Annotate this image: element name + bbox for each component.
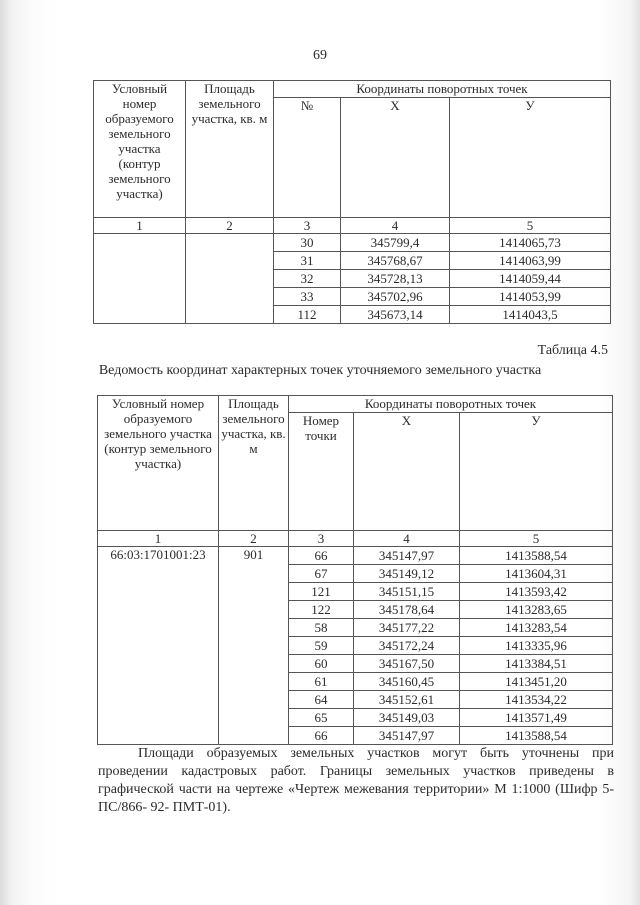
table-header-row: [94, 81, 611, 98]
header-point: Номер точки: [289, 413, 354, 531]
point-cell: 66: [289, 727, 354, 745]
y-cell: 1413534,22: [460, 691, 613, 709]
x-cell: 345799,4: [341, 234, 450, 252]
y-cell: 1413384,51: [460, 655, 613, 673]
x-cell: 345147,97: [354, 547, 460, 565]
page-number: 69: [313, 48, 327, 63]
x-cell: 345768,67: [341, 252, 450, 270]
x-cell: 345151,15: [354, 583, 460, 601]
point-cell: 32: [274, 270, 341, 288]
parcel-cell: 66:03:1701001:23: [98, 547, 219, 745]
header-coordinates: Координаты поворотных точек: [289, 396, 613, 413]
table-row: [94, 234, 611, 252]
y-cell: 1414063,99: [450, 252, 611, 270]
column-number: 4: [341, 218, 450, 234]
point-cell: 33: [274, 288, 341, 306]
header-area: Площадь земельного участка, кв. м: [186, 81, 274, 218]
x-cell: 345167,50: [354, 655, 460, 673]
y-cell: 1414043,5: [450, 306, 611, 324]
x-cell: 345152,61: [354, 691, 460, 709]
header-coordinates: Координаты поворотных точек: [274, 81, 611, 98]
y-cell: 1413283,54: [460, 619, 613, 637]
paragraph-text: Площади образуемых земельных участков могут быть уточнены при проведении кадастровых работ. Границы земельных участков приведены в графической части на чертеже «Чертеж межевания территории» М 1:1000 (Шифр 5- ПС/866- 92- ПМТ-01).: [98, 746, 614, 815]
y-cell: 1413571,49: [460, 709, 613, 727]
header-y: У: [450, 98, 611, 218]
point-cell: 66: [289, 547, 354, 565]
point-cell: 61: [289, 673, 354, 691]
x-cell: 345172,24: [354, 637, 460, 655]
y-cell: 1413604,31: [460, 565, 613, 583]
x-cell: 345149,03: [354, 709, 460, 727]
y-cell: 1413588,54: [460, 727, 613, 745]
y-cell: 1413335,96: [460, 637, 613, 655]
point-cell: 60: [289, 655, 354, 673]
point-cell: 67: [289, 565, 354, 583]
coordinates-table-1: [93, 80, 611, 324]
column-number: 1: [94, 218, 186, 234]
table-title: Ведомость координат характерных точек уточняемого земельного участка: [98, 363, 542, 378]
column-number: 2: [186, 218, 274, 234]
area-cell: [186, 234, 274, 324]
column-number: 4: [354, 531, 460, 547]
column-number: 1: [98, 531, 219, 547]
area-cell: 901: [219, 547, 289, 745]
table-header-row: [98, 396, 613, 413]
point-cell: 65: [289, 709, 354, 727]
parcel-cell: [94, 234, 186, 324]
point-cell: 58: [289, 619, 354, 637]
column-number: 3: [289, 531, 354, 547]
closing-paragraph: [98, 745, 614, 817]
header-x: Х: [341, 98, 450, 218]
x-cell: 345160,45: [354, 673, 460, 691]
column-number: 5: [450, 218, 611, 234]
y-cell: 1414059,44: [450, 270, 611, 288]
header-parcel: Условный номер образуемого земельного участка (контур земельного участка): [98, 396, 219, 531]
point-cell: 59: [289, 637, 354, 655]
y-cell: 1413593,42: [460, 583, 613, 601]
x-cell: 345178,64: [354, 601, 460, 619]
x-cell: 345147,97: [354, 727, 460, 745]
table-numbering-row: [94, 218, 611, 234]
header-y: У: [460, 413, 613, 531]
y-cell: 1414053,99: [450, 288, 611, 306]
x-cell: 345728,13: [341, 270, 450, 288]
point-cell: 64: [289, 691, 354, 709]
table-number: Таблица 4.5: [537, 343, 608, 358]
header-point: №: [274, 98, 341, 218]
x-cell: 345149,12: [354, 565, 460, 583]
column-number: 2: [219, 531, 289, 547]
x-cell: 345702,96: [341, 288, 450, 306]
header-parcel: Условный номер образуемого земельного участка (контур земельного участка): [94, 81, 186, 218]
point-cell: 112: [274, 306, 341, 324]
y-cell: 1414065,73: [450, 234, 611, 252]
column-number: 5: [460, 531, 613, 547]
table-numbering-row: [98, 531, 613, 547]
y-cell: 1413588,54: [460, 547, 613, 565]
point-cell: 30: [274, 234, 341, 252]
header-x: Х: [354, 413, 460, 531]
point-cell: 122: [289, 601, 354, 619]
x-cell: 345177,22: [354, 619, 460, 637]
point-cell: 121: [289, 583, 354, 601]
header-area: Площадь земельного участка, кв. м: [219, 396, 289, 531]
x-cell: 345673,14: [341, 306, 450, 324]
y-cell: 1413451,20: [460, 673, 613, 691]
y-cell: 1413283,65: [460, 601, 613, 619]
table-row: [98, 547, 613, 565]
point-cell: 31: [274, 252, 341, 270]
column-number: 3: [274, 218, 341, 234]
coordinates-table-2: [97, 395, 613, 745]
